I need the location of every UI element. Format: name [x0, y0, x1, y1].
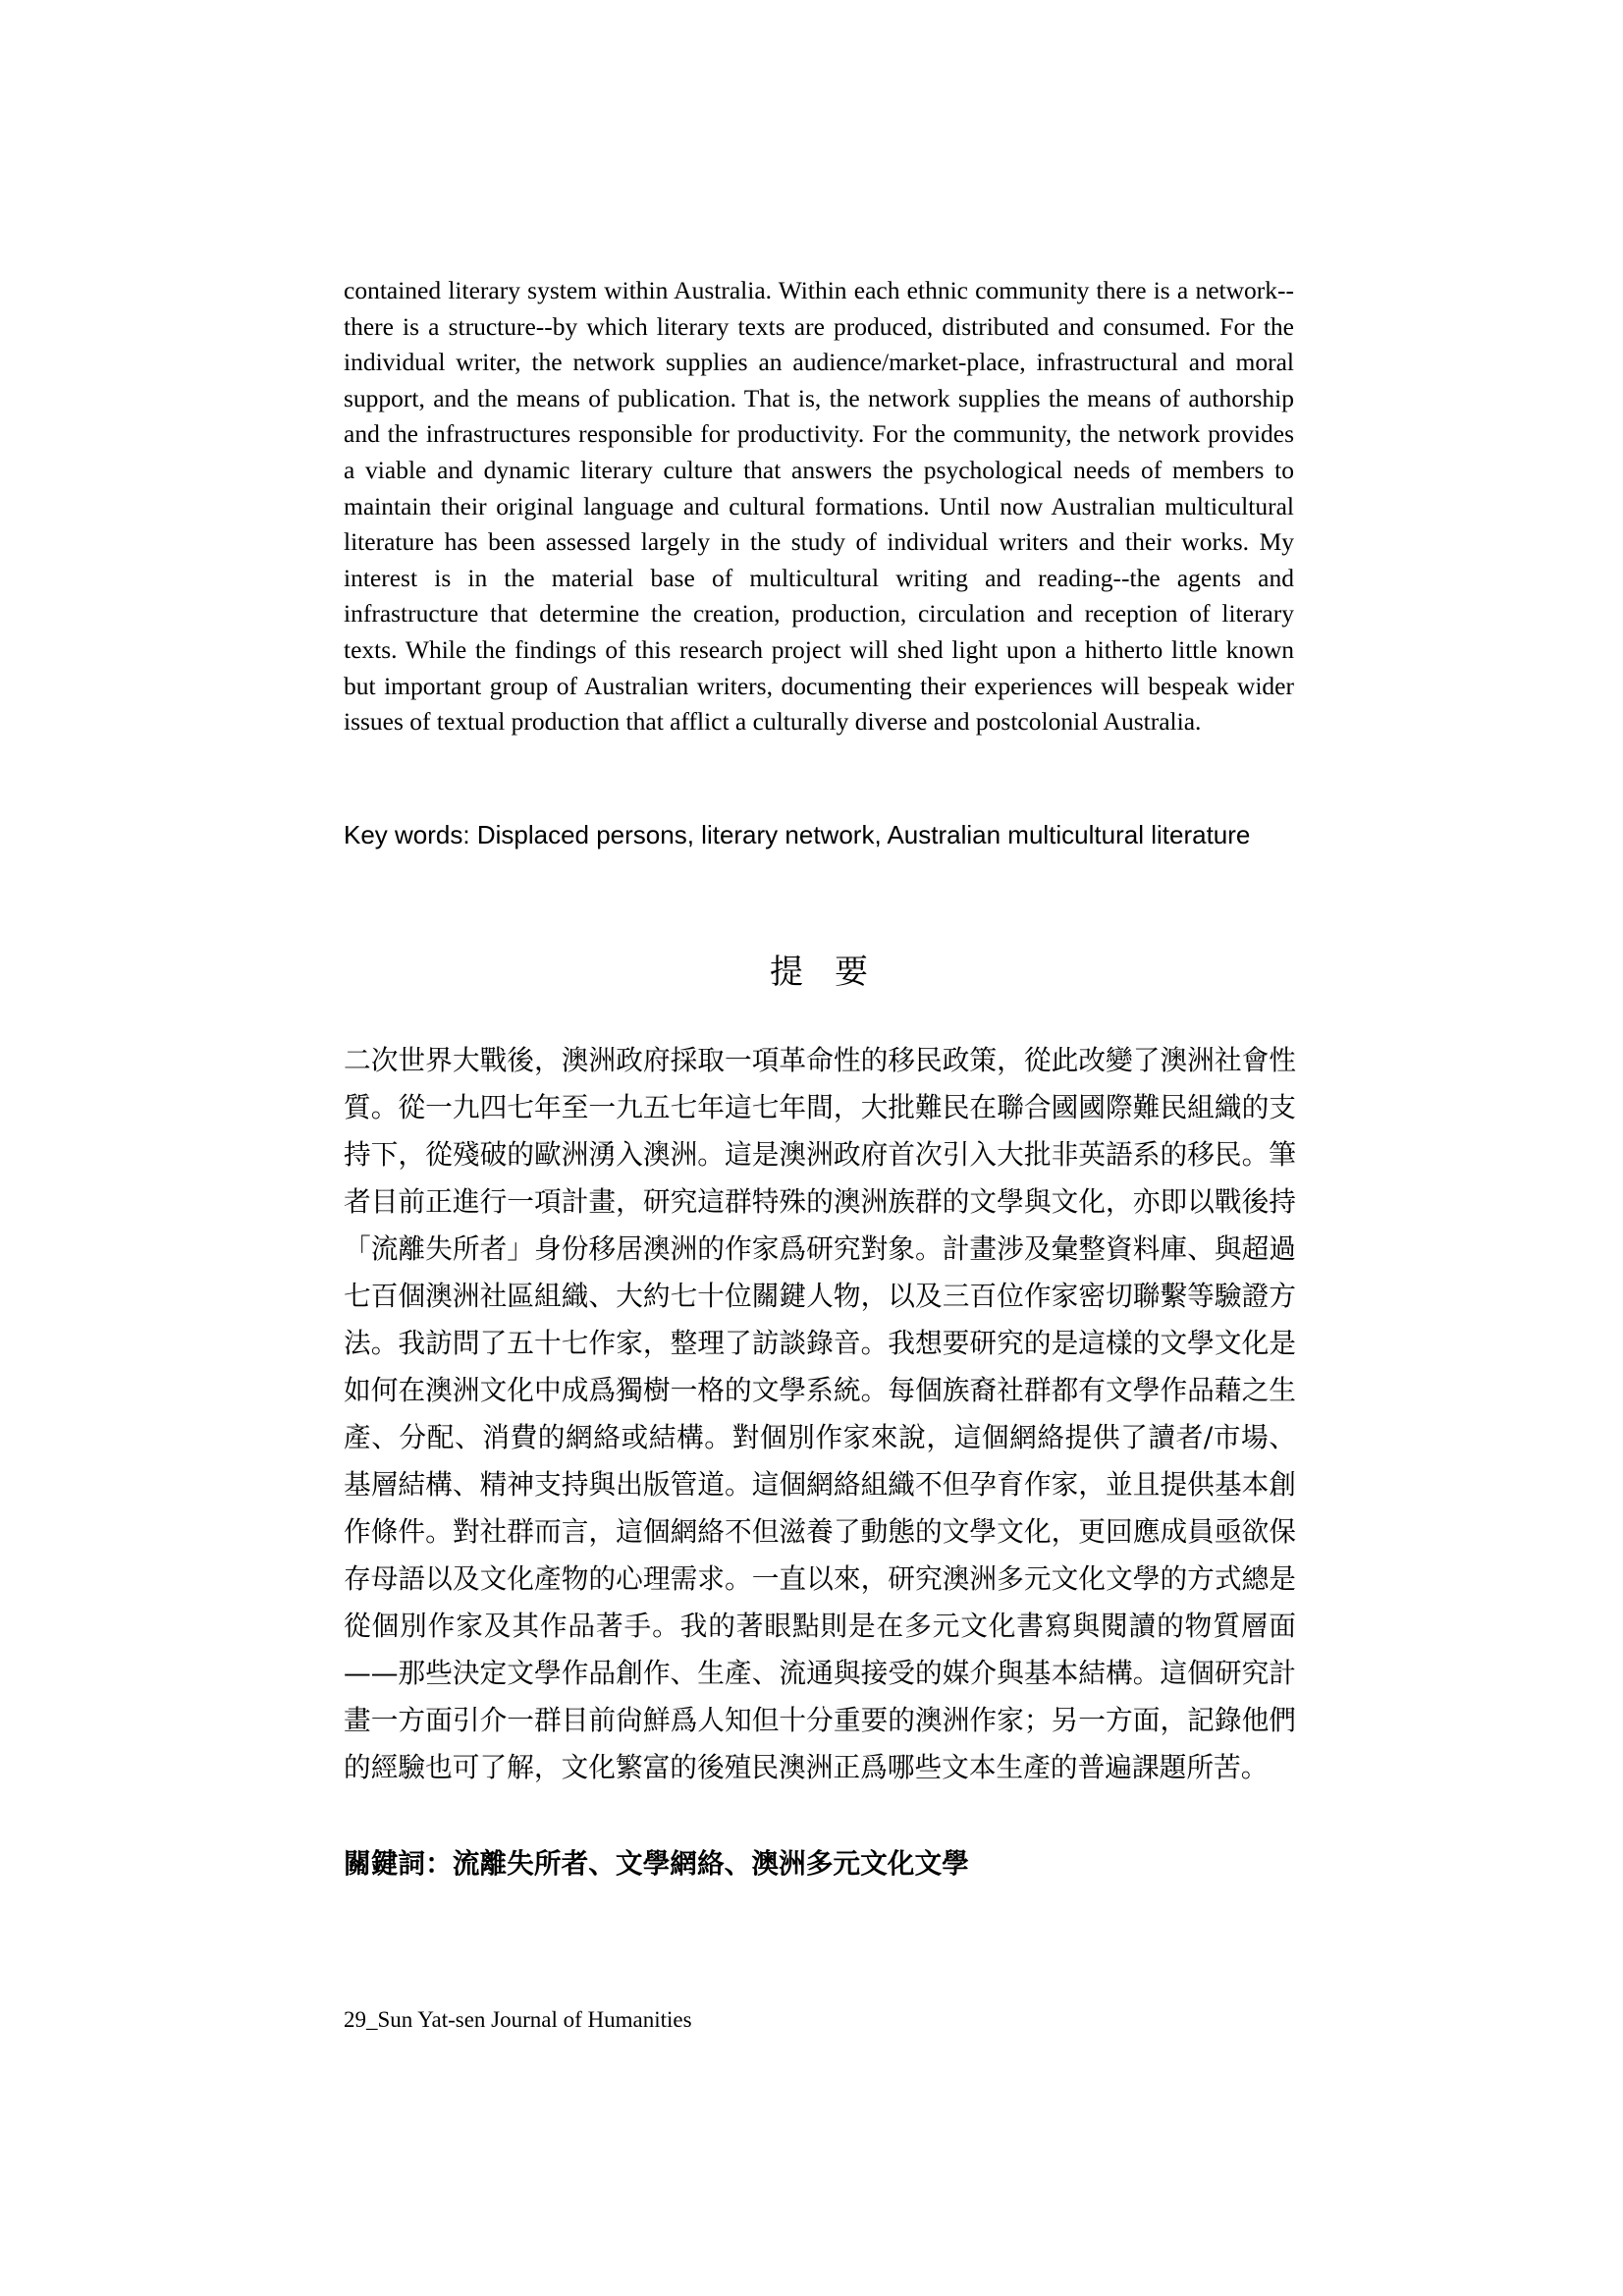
chinese-abstract-heading: 提要	[770, 953, 899, 992]
english-abstract-body: contained literary system within Australia. Within each ethnic community there is a network--there is a structure--by which literary texts are produced, distributed and consumed. For the individual writer, the network supplies an audience/market-place, infrastructural and moral support, and the means of publication. That is, the network supplies the means of authorship and the infrastructures responsible for productivity. For the community, the network provides a viable and dynamic literary culture that answers the psychological needs of members to maintain their original language and cultural formations. Until now Australian multicultural literature has been assessed largely in the study of individual writers and their works. My interest is in the material base of multicultural writing and reading--the agents and infrastructure that determine the creation, production, circulation and reception of literary texts. While the findings of this research project will shed light upon a hitherto little known but important group of Australian writers, documenting their experiences will bespeak wider issues of textual production that afflict a culturally diverse and postcolonial Australia.	[344, 276, 1294, 737]
chinese-keywords: 關鍵詞：流離失所者、文學網絡、澳洲多元文化文學	[344, 1847, 969, 1880]
chinese-abstract-body: 二次世界大戰後，澳洲政府採取一項革命性的移民政策，從此改變了澳洲社會性質。從一九四七年至一九五七年這七年間，大批難民在聯合國國際難民組織的支持下，從殘破的歐洲湧入澳洲。這是澳洲政府首次引入大批非英語系的移民。筆者目前正進行一項計畫，研究這群特殊的澳洲族群的文學與文化，亦即以戰後持「流離失所者」身份移居澳洲的作家爲研究對象。計畫涉及彙整資料庫、與超過七百個澳洲社區組織、大約七十位關鍵人物，以及三百位作家密切聯繫等驗證方法。我訪問了五十七作家，整理了訪談錄音。我想要研究的是這樣的文學文化是如何在澳洲文化中成爲獨樹一格的文學系統。每個族裔社群都有文學作品藉之生產、分配、消費的網絡或結構。對個別作家來說，這個網絡提供了讀者/市場、基層結構、精神支持與出版管道。這個網絡組織不但孕育作家，並且提供基本創作條件。對社群而言，這個網絡不但滋養了動態的文學文化，更回應成員亟欲保存母語以及文化產物的心理需求。一直以來，研究澳洲多元文化文學的方式總是從個別作家及其作品著手。我的著眼點則是在多元文化書寫與閱讀的物質層面——那些決定文學作品創作、生產、流通與接受的媒介與基本結構。這個研究計畫一方面引介一群目前尙鮮爲人知但十分重要的澳洲作家；另一方面，記錄他們的經驗也可了解，文化繁富的後殖民澳洲正爲哪些文本生產的普遍課題所苦。	[344, 1044, 1296, 1783]
english-keywords: Key words: Displaced persons, literary network, Australian multicultural literature	[344, 820, 1251, 849]
page-footer: 29_Sun Yat-sen Journal of Humanities	[344, 2007, 692, 2032]
